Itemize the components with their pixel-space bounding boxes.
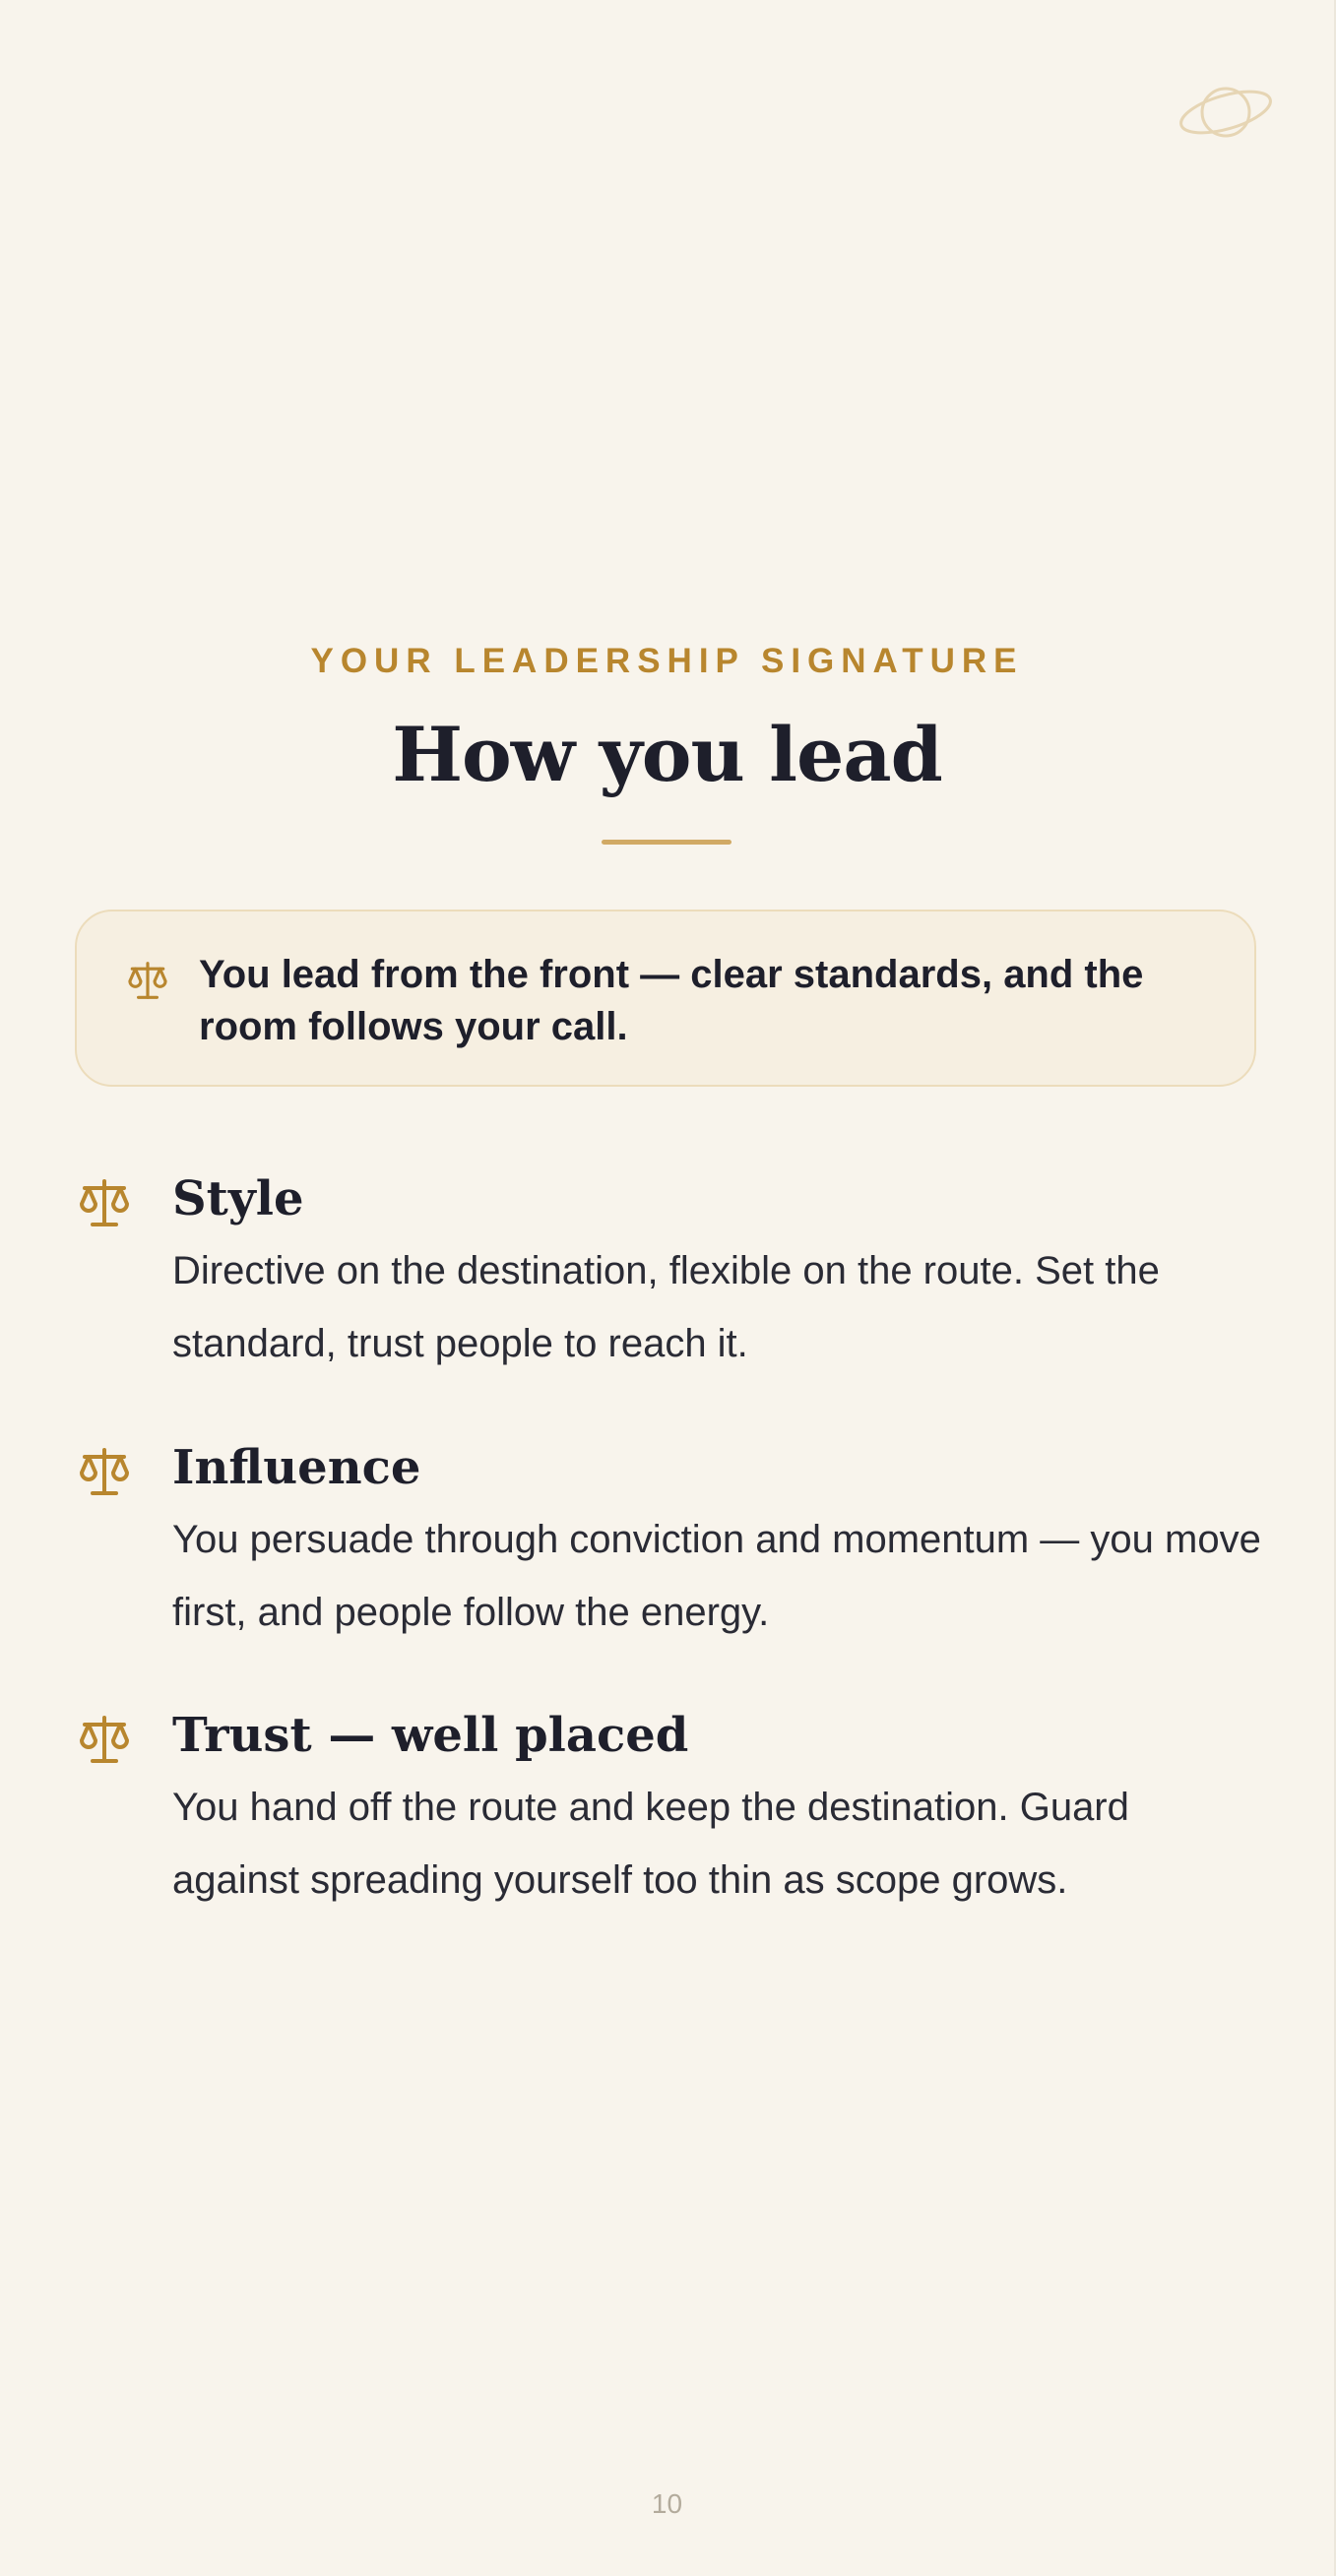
item-body: You persuade through conviction and momentum — you move first, and people follow the energy. [172,1518,1261,1634]
title-divider [602,840,732,845]
item-body: You hand off the route and keep the destination. Guard against spreading yourself too thin as scope grows. [172,1786,1129,1902]
item-body: Directive on the destination, flexible on the route. Set the standard, trust people to reach it. [172,1249,1160,1365]
balance-scale-icon [126,959,169,1002]
page-number: 10 [651,2488,683,2519]
summary-callout [75,910,1256,1087]
planet-ring-icon [1177,81,1275,144]
balance-scale-icon [77,1444,132,1499]
section-eyebrow: YOUR LEADERSHIP SIGNATURE [310,642,1024,680]
item-title: Style [172,1171,304,1226]
callout-text: You lead from the front — clear standards, and the room follows your call. [199,953,1144,1048]
item-title: Influence [172,1440,421,1495]
page-title: How you lead [392,711,942,798]
balance-scale-icon [77,1712,132,1767]
balance-scale-icon [77,1175,132,1230]
item-title: Trust — well placed [172,1708,689,1763]
